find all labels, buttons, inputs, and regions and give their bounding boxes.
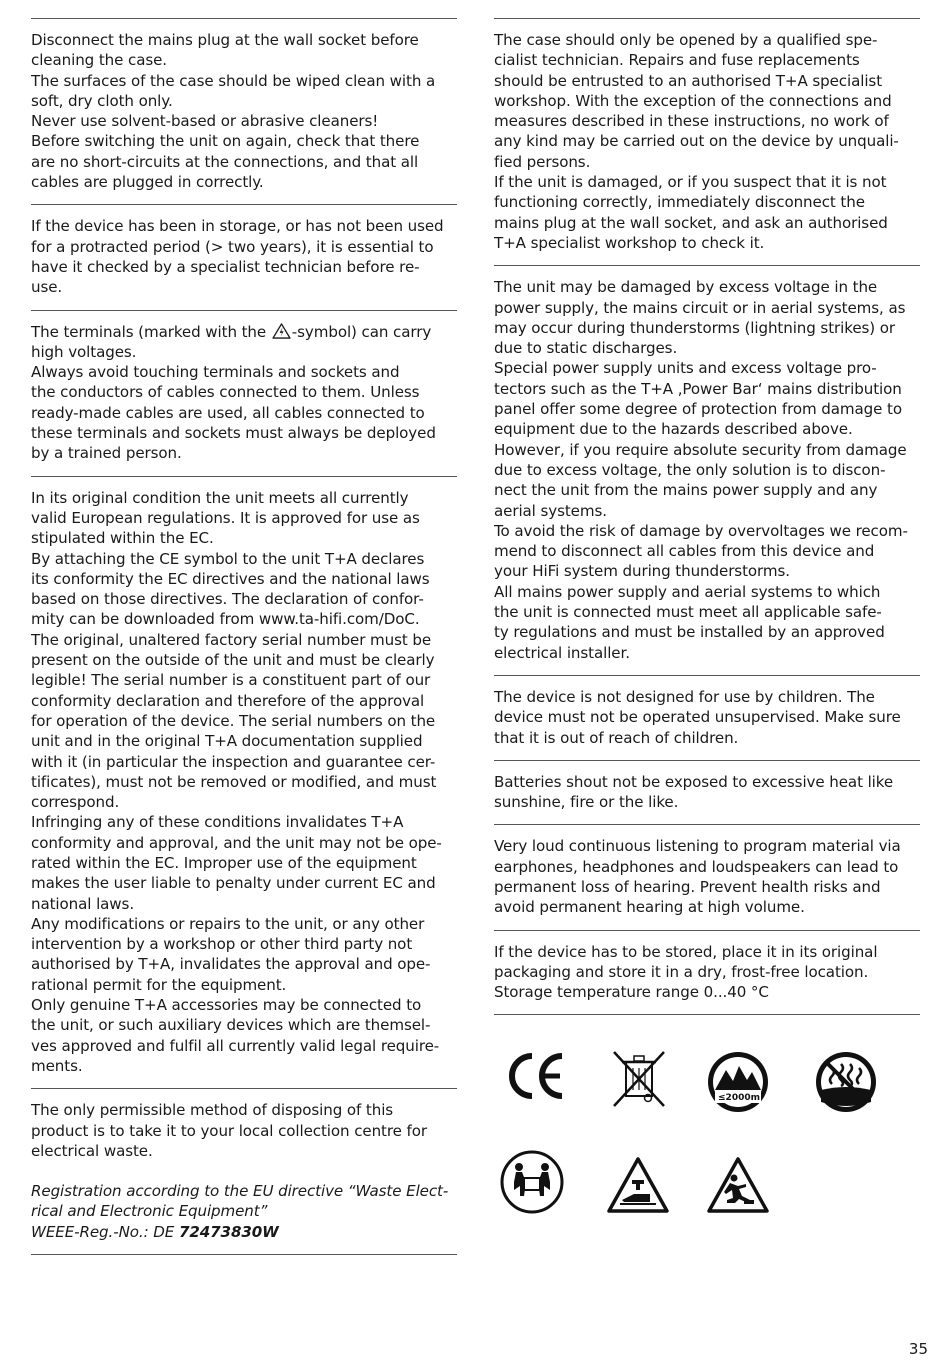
- children-text: The device is not designed for use by children. The device must not be operated unsupervised. Make sure that it is out of reach of children.: [494, 687, 901, 747]
- altitude-limit-icon: [706, 1050, 770, 1114]
- cleaning-text: Disconnect the mains plug at the wall socket before cleaning the case. The surfaces of the case should be wiped clean with a soft, dry cloth only. Never use solvent-based or abrasive cleaners! Before switching the unit on again, check that there are no short-circuits at the connections, and that all cables are plugged in correctly.: [31, 31, 436, 192]
- weee-number: 72473830W: [178, 1222, 279, 1241]
- case-opening-text: The case should only be opened by a qualified spe- cialist technician. Repairs and fuse replacements should be entrusted to an authorised T+A specialist workshop. With the exception of the connections and measures described in these instructions, no work of any kind may be carried out on the device by unquali- fied persons. If the unit is damaged, or if you suspect that it is not functioning correctly, immediately disconnect the mains plug at the wall socket, and ask an authorised T+A specialist workshop to check it.: [494, 31, 899, 252]
- battery-notice: [494, 760, 920, 825]
- disposal-notice: [31, 1088, 457, 1255]
- case-opening-notice: [494, 18, 920, 265]
- high-voltage-warning-icon: [272, 323, 291, 339]
- ce-mark-icon: [504, 1050, 568, 1102]
- cleaning-notice: [31, 18, 457, 204]
- two-person-lift-icon: [500, 1150, 564, 1214]
- weee-prefix: WEEE-Reg.-No.: DE: [31, 1222, 179, 1241]
- children-notice: [494, 675, 920, 760]
- hearing-notice: [494, 824, 920, 929]
- regulatory-symbols: [494, 1040, 920, 1230]
- left-column: [31, 18, 457, 1255]
- no-tropical-climate-icon: [814, 1050, 878, 1114]
- altitude-label: ≤2000m: [718, 1093, 760, 1103]
- terminals-text: [31, 322, 457, 464]
- terminals-text-post: -symbol) can carry high voltages. Always avoid touching terminals and sockets and the conductors of cables connected to them. Unless ready-made cables are used, all cables connected to these terminals and sockets must always be deployed by a trained person.: [31, 322, 436, 463]
- weee-directive-text: Registration according to the EU directive “Waste Elect- rical and Electronic Equipment”: [31, 1182, 449, 1221]
- storage-text: If the device has to be stored, place it in its original packaging and store it in a dry, frost-free location. Storage temperature range 0...40 °C: [494, 942, 878, 1002]
- storage-check-notice: [31, 204, 457, 309]
- overvoltage-text: The unit may be damaged by excess voltage in the power supply, the mains circuit or in aerial systems, as may occur during thunderstorms (lightning strikes) or due to static discharges. Special power supply units and excess voltage pro- tectors such as the T+A ‚Power Bar‘ mains distribution panel offer some degree of protection from damage to equipment due to the hazards described above. However, if you require absolute security from damage due to excess voltage, the only solution is to discon- nect the unit from the mains power supply and any aerial systems. To avoid the risk of damage by overvoltages we recom- mend to disconnect all cables from this device and your HiFi system during thunderstorms. All mains power supply and aerial systems to which the unit is connected must meet all applicable safe- ty regulations and must be installed by an approved electrical installer.: [494, 278, 908, 662]
- trip-hazard-warning-icon: [706, 1156, 770, 1214]
- hand-crush-warning-icon: [606, 1156, 670, 1214]
- weee-bin-icon: [612, 1050, 668, 1108]
- right-column: [494, 18, 920, 1015]
- terminals-text-pre: The terminals (marked with the: [31, 322, 271, 341]
- page-number: 35: [908, 1340, 928, 1358]
- storage-notice: [494, 930, 920, 1016]
- disposal-text: The only permissible method of disposing of this product is to take it to your local collection centre for electrical waste.: [31, 1101, 427, 1160]
- weee-registration: [31, 1181, 457, 1242]
- hearing-text: Very loud continuous listening to program material via earphones, headphones and loudspeakers can lead to permanent loss of hearing. Prevent health risks and avoid permanent hearing at high volume.: [494, 837, 901, 917]
- terminals-notice: [31, 310, 457, 476]
- conformity-text: In its original condition the unit meets all currently valid European regulations. It is approved for use as stipulated within the EC. By attaching the CE symbol to the unit T+A declares its conformity the EC directives and the national laws based on those directives. The declaration of confor- mity can be downloaded from www.ta-hifi.com/DoC. The original, unaltered factory serial number must be present on the outside of the unit and must be clearly legible! The serial number is a constituent part of our conformity declaration and therefore of the approval for operation of the device. The serial numbers on the unit and in the original T+A documentation supplied with it (in particular the inspection and guarantee cer- tificates), must not be removed or modified, and must correspond. Infringing any of these conditions invalidates T+A conformity and approval, and the unit may not be ope- rated within the EC. Improper use of the equipment makes the user liable to penalty under current EC and national laws. Any modifications or repairs to the unit, or any other intervention by a workshop or other third party not authorised by T+A, invalidates the approval and ope- rational permit for the equipment. Only genuine T+A accessories may be connected to the unit, or such auxiliary devices which are themsel- ves approved and fulfil all currently valid legal require- ments.: [31, 488, 442, 1075]
- battery-text: Batteries shout not be exposed to excessive heat like sunshine, fire or the like.: [494, 772, 894, 812]
- overvoltage-notice: [494, 265, 920, 675]
- storage-check-text: If the device has been in storage, or has not been used for a protracted period (> two years), it is essential to have it checked by a specialist technician before re- use.: [31, 217, 444, 297]
- conformity-notice: [31, 476, 457, 1089]
